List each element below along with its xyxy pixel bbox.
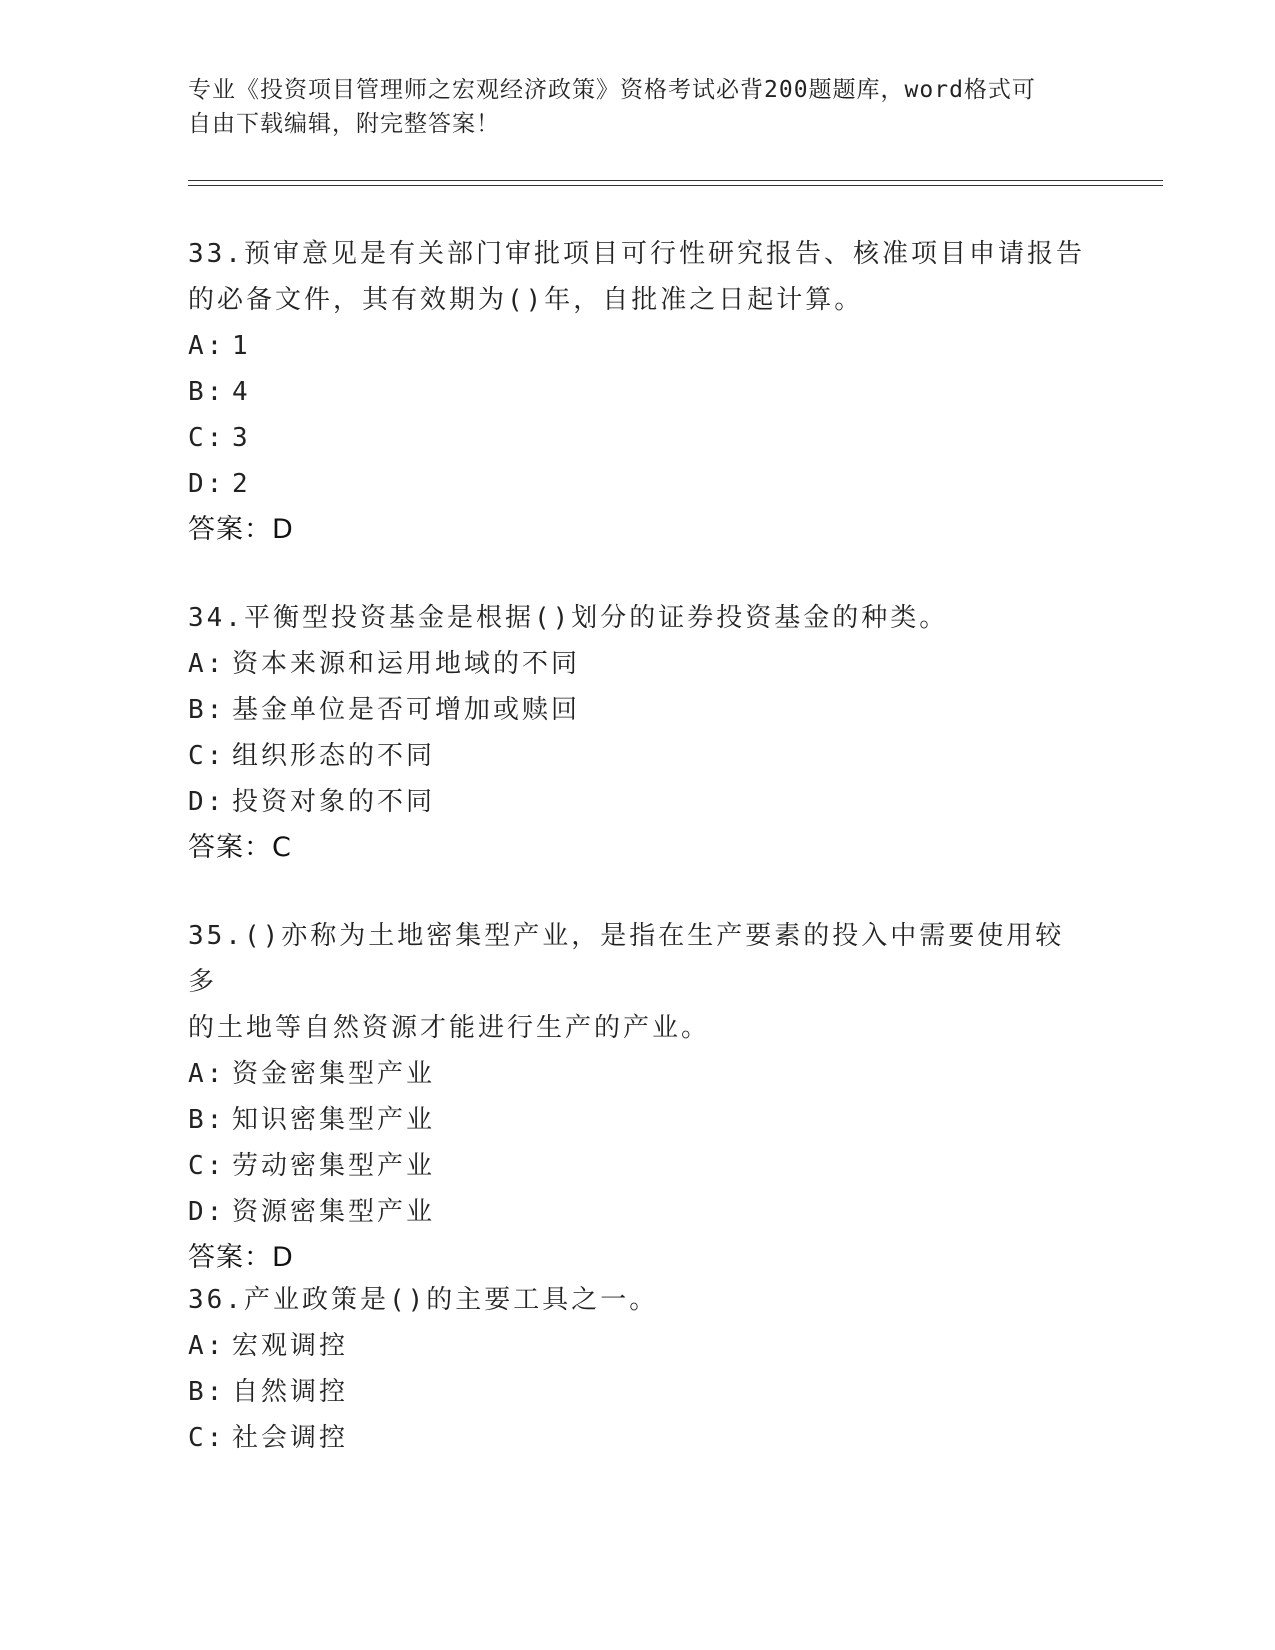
option-value: 资金密集型产业 bbox=[232, 1059, 436, 1089]
option-value: 投资对象的不同 bbox=[232, 787, 436, 817]
option-d bbox=[188, 461, 1088, 507]
question-35 bbox=[188, 913, 1088, 1281]
answer-label: 答案：D bbox=[188, 1242, 294, 1273]
question-34 bbox=[188, 595, 1088, 871]
option-key: B: bbox=[188, 1105, 226, 1135]
option-value: 基金单位是否可增加或赎回 bbox=[232, 695, 581, 725]
option-value: 资本来源和运用地域的不同 bbox=[232, 649, 581, 679]
option-key: C: bbox=[188, 423, 226, 453]
option-c bbox=[188, 1143, 1088, 1189]
option-c bbox=[188, 733, 1088, 779]
option-key: D: bbox=[188, 1197, 226, 1227]
option-a bbox=[188, 1051, 1088, 1097]
option-value: 社会调控 bbox=[232, 1423, 349, 1453]
option-key: A: bbox=[188, 1331, 226, 1361]
option-key: B: bbox=[188, 1377, 226, 1407]
question-33 bbox=[188, 231, 1088, 553]
header-line-2: 自由下载编辑，附完整答案！ bbox=[188, 111, 500, 137]
option-c bbox=[188, 415, 1088, 461]
option-b bbox=[188, 687, 1088, 733]
header-line-1: 专业《投资项目管理师之宏观经济政策》资格考试必背200题题库，word格式可 bbox=[188, 77, 1036, 103]
option-value: 组织形态的不同 bbox=[232, 741, 436, 771]
question-text-line-1: 35.()亦称为土地密集型产业，是指在生产要素的投入中需要使用较多 bbox=[188, 921, 1065, 997]
option-key: C: bbox=[188, 741, 226, 771]
option-key: C: bbox=[188, 1151, 226, 1181]
option-value: 知识密集型产业 bbox=[232, 1105, 436, 1135]
answer-label: 答案：C bbox=[188, 832, 292, 863]
option-d bbox=[188, 779, 1088, 825]
header-divider-bottom bbox=[188, 185, 1163, 186]
question-text-line-1: 36.产业政策是()的主要工具之一。 bbox=[188, 1285, 659, 1315]
question-text-line-1: 33.预审意见是有关部门审批项目可行性研究报告、核准项目申请报告 bbox=[188, 239, 1085, 269]
option-value: 2 bbox=[232, 469, 251, 499]
option-key: D: bbox=[188, 787, 226, 817]
option-value: 资源密集型产业 bbox=[232, 1197, 436, 1227]
option-a bbox=[188, 323, 1088, 369]
option-b bbox=[188, 1369, 1088, 1415]
option-a bbox=[188, 1323, 1088, 1369]
option-value: 1 bbox=[232, 331, 251, 361]
option-key: A: bbox=[188, 1059, 226, 1089]
question-text-line-2: 的必备文件，其有效期为()年，自批准之日起计算。 bbox=[188, 285, 864, 315]
option-value: 4 bbox=[232, 377, 251, 407]
option-value: 自然调控 bbox=[232, 1377, 349, 1407]
option-value: 宏观调控 bbox=[232, 1331, 349, 1361]
option-key: C: bbox=[188, 1423, 226, 1453]
document-header bbox=[188, 73, 1068, 141]
header-divider-top bbox=[188, 180, 1163, 181]
option-key: B: bbox=[188, 695, 226, 725]
option-key: A: bbox=[188, 331, 226, 361]
option-a bbox=[188, 641, 1088, 687]
option-value: 3 bbox=[232, 423, 251, 453]
option-b bbox=[188, 1097, 1088, 1143]
question-text-line-1: 34.平衡型投资基金是根据()划分的证券投资基金的种类。 bbox=[188, 603, 949, 633]
option-key: B: bbox=[188, 377, 226, 407]
question-36 bbox=[188, 1277, 1088, 1461]
option-d bbox=[188, 1189, 1088, 1235]
option-c bbox=[188, 1415, 1088, 1461]
option-key: A: bbox=[188, 649, 226, 679]
question-text-line-2: 的土地等自然资源才能进行生产的产业。 bbox=[188, 1013, 711, 1043]
option-b bbox=[188, 369, 1088, 415]
answer-label: 答案：D bbox=[188, 514, 294, 545]
option-value: 劳动密集型产业 bbox=[232, 1151, 436, 1181]
option-key: D: bbox=[188, 469, 226, 499]
